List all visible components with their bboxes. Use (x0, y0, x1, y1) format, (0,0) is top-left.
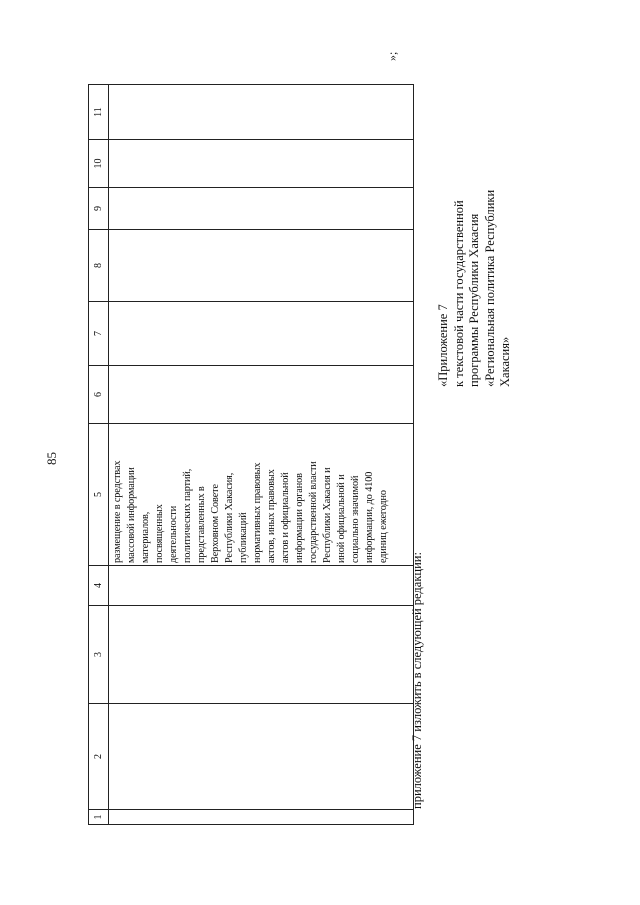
text-line: представленных в (196, 486, 207, 563)
text-line: Республики Хакасия, (224, 472, 235, 563)
appendix-heading-line: Хакасия» (498, 336, 512, 387)
column-number: 10 (89, 140, 109, 188)
text-line: актов и официальной (280, 472, 291, 563)
text-line: информации органов (294, 473, 305, 563)
program-table (88, 84, 414, 825)
text-line: массовой информации (126, 467, 137, 563)
column-number: 2 (89, 704, 109, 810)
text-line: публикаций (238, 512, 249, 563)
table-cell (109, 810, 414, 825)
intro-paragraph: приложение 7 изложить в следующей редакции: (410, 552, 424, 809)
text-line: информации, до 4100 (364, 471, 375, 563)
text-line: посвященных (154, 504, 165, 563)
column-number: 6 (89, 366, 109, 424)
table-row (109, 85, 414, 825)
text-line: деятельности (168, 505, 179, 563)
appendix-heading (436, 190, 514, 387)
text-line: единиц ежегодно (378, 490, 389, 563)
column-number: 7 (89, 302, 109, 366)
appendix-heading-line: «Приложение 7 (436, 304, 450, 387)
table-cell (109, 140, 414, 188)
table-cell (109, 606, 414, 704)
text-line: актов, иных правовых (266, 469, 277, 563)
table-cell (109, 704, 414, 810)
cell-description-text (109, 424, 393, 565)
text-line: социально значимой (350, 475, 361, 563)
text-line: Республики Хакасия и (322, 467, 333, 563)
table-cell-description (109, 424, 414, 566)
table-cell (109, 366, 414, 424)
text-line: политических партий, (182, 468, 193, 563)
column-number: 4 (89, 566, 109, 606)
appendix-heading-line: «Региональная политика Республики (482, 189, 497, 387)
table-cell (109, 302, 414, 366)
column-number: 1 (89, 810, 109, 825)
column-number: 8 (89, 230, 109, 302)
column-number-row (89, 85, 109, 825)
column-number: 11 (89, 85, 109, 140)
closing-quote-mark: »; (385, 51, 399, 61)
text-line: иной официальной и (336, 474, 347, 563)
column-number: 9 (89, 188, 109, 230)
text-line: размещение в средствах (112, 460, 123, 563)
column-number: 3 (89, 606, 109, 704)
text-line: нормативных правовых (252, 462, 263, 563)
page-number: 85 (44, 452, 59, 465)
table-cell (109, 230, 414, 302)
table-cell (109, 566, 414, 606)
text-line: Верховном Совете (210, 484, 221, 563)
appendix-heading-line: программы Республики Хакасия (467, 213, 481, 387)
appendix-heading-line: к текстовой части государственной (451, 200, 466, 387)
table-cell (109, 85, 414, 140)
table-cell (109, 188, 414, 230)
text-line: государственной власти (308, 461, 319, 563)
text-line: материалов, (140, 511, 151, 563)
column-number: 5 (89, 424, 109, 566)
